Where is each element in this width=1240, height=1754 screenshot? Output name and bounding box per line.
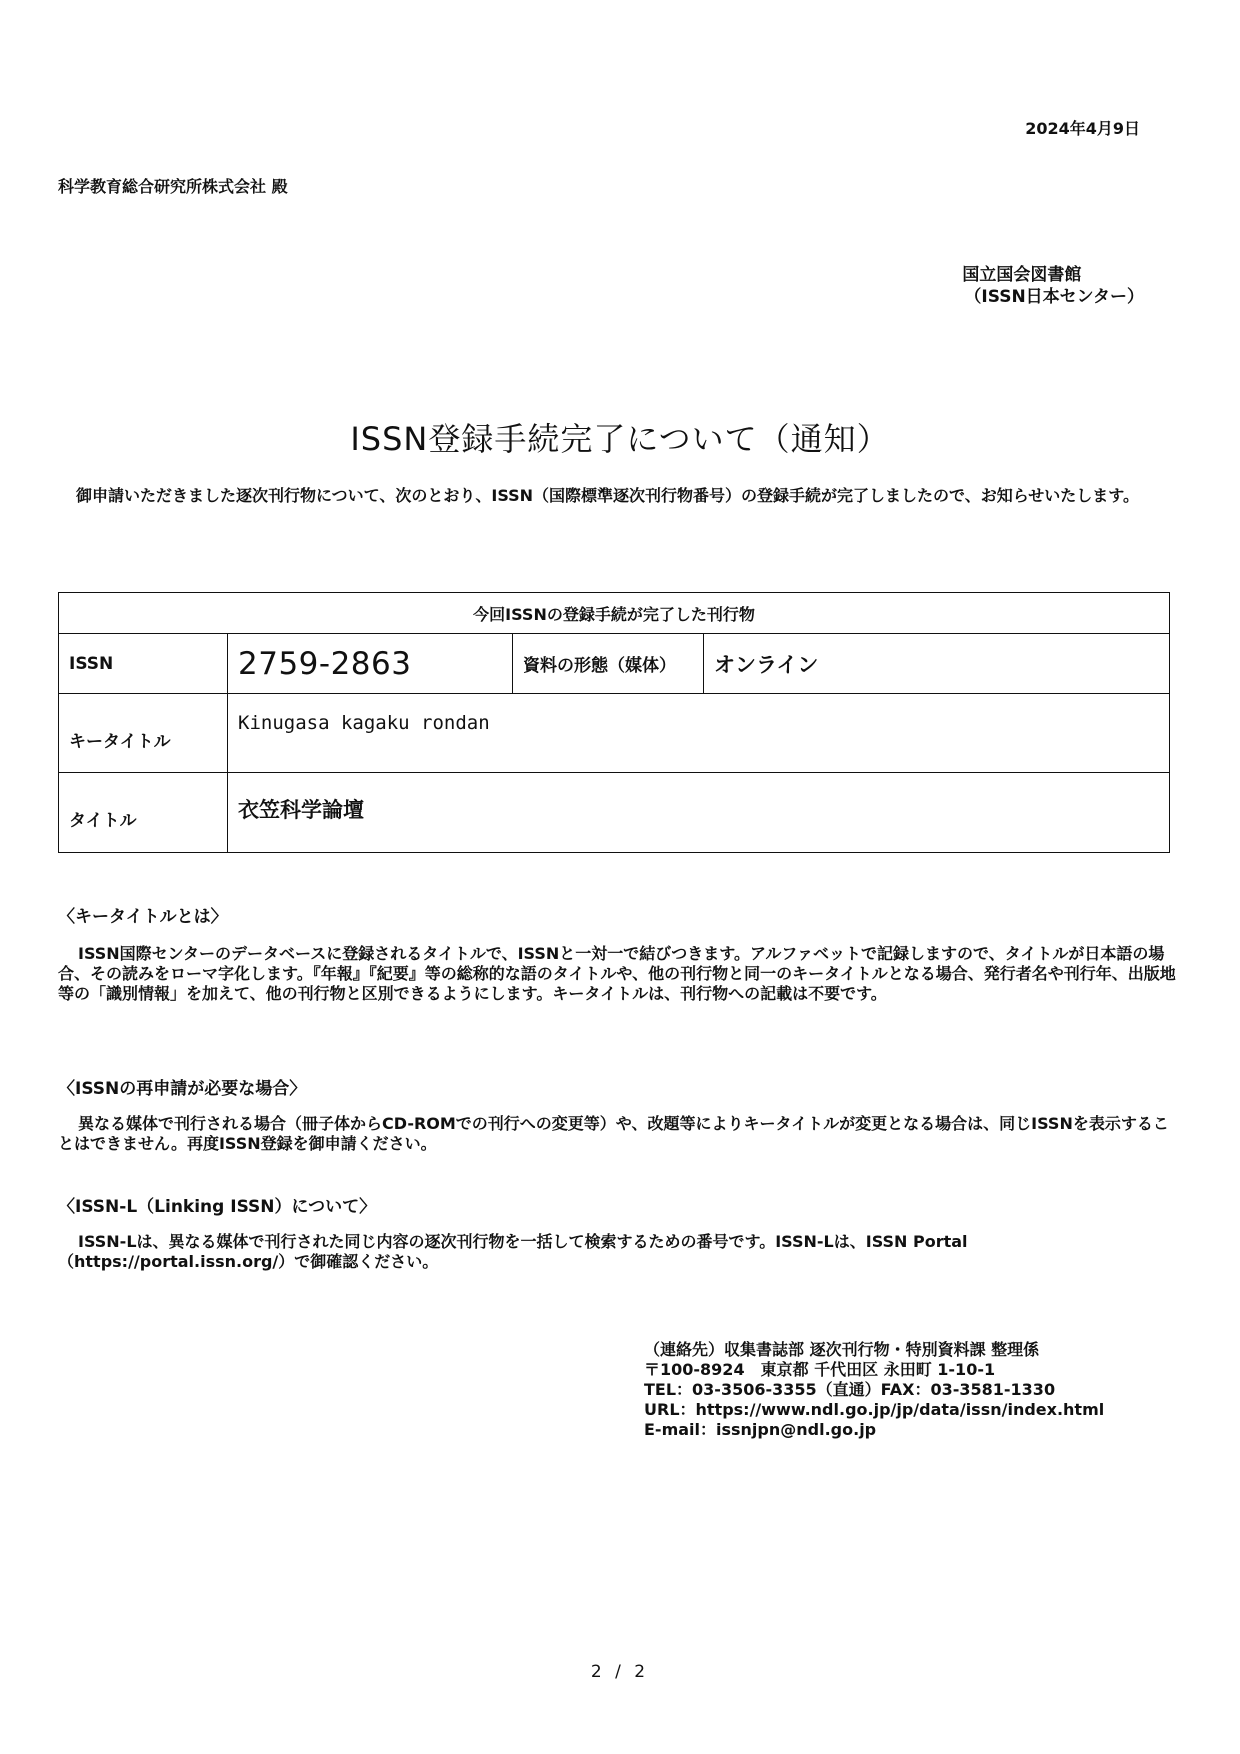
key-title-label-cell [59, 694, 228, 773]
contact-block [644, 1340, 1104, 1440]
registration-table [58, 592, 1170, 853]
section-body-issn-l: ISSN-Lは、異なる媒体で刊行された同じ内容の逐次刊行物を一括して検索するための番号です。ISSN-Lは、ISSN Portal（https://portal.issn.org/）で御確認ください。 [58, 1232, 968, 1271]
sender-block [962, 264, 1144, 308]
title-label-cell [59, 773, 228, 853]
contact-address: 〒100-8924 東京都 千代田区 永田町 1-10-1 [644, 1360, 996, 1379]
table-row [59, 694, 1170, 773]
key-title-value: Kinugasa kagaku rondan [238, 712, 490, 734]
title-value: 衣笠科学論壇 [238, 797, 364, 822]
title-label: タイトル [69, 811, 137, 831]
document-title: ISSN登録手続完了について（通知） [350, 420, 890, 458]
key-title-value-cell [228, 694, 1170, 773]
section-body-key-title: ISSN国際センターのデータベースに登録されるタイトルで、ISSNと一対一で結びつきます。アルファベットで記録しますので、タイトルが日本語の場合、その読みをローマ字化します。『年報』『紀要』等の総称的な語のタイトルや、他の刊行物と同一のキータイトルとなる場合、発行者名や刊行年、出版地等の「識別情報」を加えて、他の刊行物と区別できるようにします。キータイトルは、刊行物への記載は不要です。 [58, 944, 1176, 1003]
intro-paragraph: 御申請いただきました逐次刊行物について、次のとおり、ISSN（国際標準逐次刊行物番号）の登録手続が完了しましたので、お知らせいたします。 [76, 486, 1139, 505]
table-header: 今回ISSNの登録手続が完了した刊行物 [59, 593, 1170, 634]
title-value-cell [228, 773, 1170, 853]
table-row [59, 634, 1170, 694]
section-heading-issn-l: 〈ISSN-L（Linking ISSN）について〉 [58, 1197, 377, 1217]
key-title-label: キータイトル [69, 731, 171, 752]
addressee: 科学教育総合研究所株式会社 殿 [58, 177, 288, 196]
contact-email: E-mail：issnjpn@ndl.go.jp [644, 1420, 877, 1439]
contact-phone-fax: TEL：03-3506-3355（直通）FAX：03-3581-1330 [644, 1380, 1056, 1399]
sender-center: （ISSN日本センター） [964, 287, 1144, 307]
contact-url: URL：https://www.ndl.go.jp/jp/data/issn/index.html [644, 1400, 1105, 1419]
section-heading-reapplication: 〈ISSNの再申請が必要な場合〉 [58, 1079, 307, 1099]
section-body-reapplication: 異なる媒体で刊行される場合（冊子体からCD-ROMでの刊行への変更等）や、改題等によりキータイトルが変更となる場合は、同じISSNを表示することはできません。再度ISSN登録を御申請ください。 [58, 1114, 1169, 1153]
medium-label: 資料の形態（媒体） [513, 634, 704, 694]
table-header-row [59, 593, 1170, 634]
sender-name: 国立国会図書館 [962, 265, 1082, 285]
page-number: 2 / 2 [590, 1662, 650, 1682]
section-heading-key-title: 〈キータイトルとは〉 [58, 907, 228, 927]
issn-label: ISSN [59, 634, 228, 694]
issn-value: 2759-2863 [228, 634, 513, 694]
notice-date: 2024年4月9日 [1025, 119, 1140, 138]
medium-value: オンライン [704, 634, 1170, 694]
contact-department: （連絡先）収集書誌部 逐次刊行物・特別資料課 整理係 [644, 1340, 1040, 1359]
table-row [59, 773, 1170, 853]
